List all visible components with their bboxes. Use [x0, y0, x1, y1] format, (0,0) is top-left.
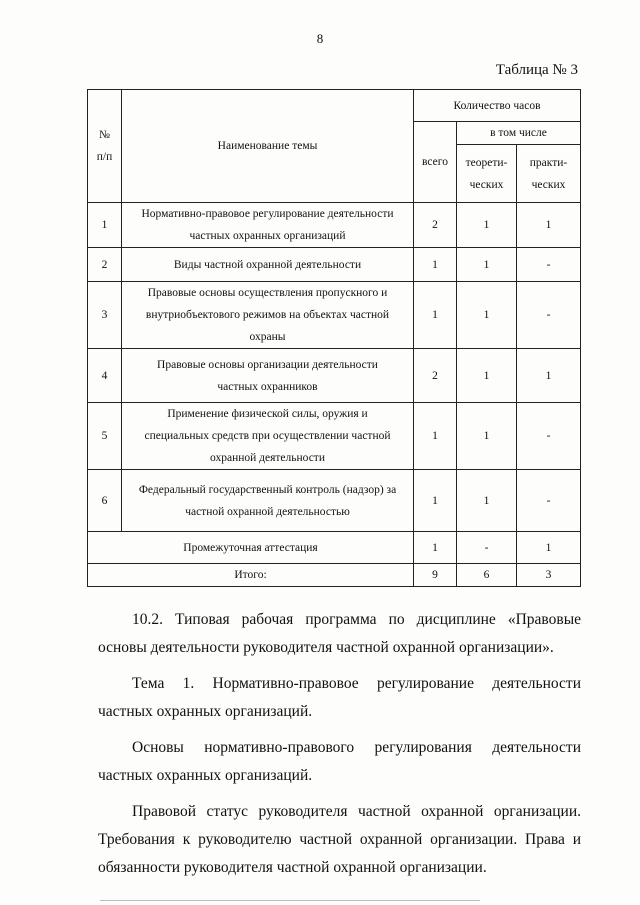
row-practice: -: [517, 282, 581, 349]
intermediate-label: Промежуточная аттестация: [88, 532, 414, 564]
row-topic-line: специальных средств при осуществлении частной: [144, 430, 391, 442]
row-total: 1: [414, 470, 457, 532]
table-caption: Таблица № 3: [495, 62, 578, 78]
row-topic: [122, 203, 414, 248]
paragraph: Тема 1. Нормативно-правовое регулирование деятельности частных охранных организаций.: [98, 675, 581, 720]
row-theory: 1: [457, 349, 517, 403]
row-topic-line: Правовые основы организации деятельности: [157, 358, 378, 371]
row-topic-line: Применение физической силы, оружия и: [167, 408, 368, 420]
table-row: [88, 403, 581, 470]
row-topic-line: частной охранной деятельностью: [185, 505, 350, 518]
row-num: 5: [88, 403, 122, 470]
row-practice: 1: [517, 203, 581, 248]
paragraph: Правовой статус руководителя частной охранной организации. Требования к руководителю частной охранной организации. Права и обязанности руководителя частной охранной организации.: [98, 803, 581, 876]
row-theory: 1: [457, 203, 517, 248]
row-topic-line: Виды частной охранной деятельности: [173, 258, 362, 271]
row-theory: 1: [457, 282, 517, 349]
table-rows: [88, 203, 581, 532]
table-row: [88, 470, 581, 532]
row-topic-line: частных охранников: [217, 380, 318, 393]
row-num: 6: [88, 470, 122, 532]
intermediate-theory: -: [457, 532, 517, 564]
bottom-rule: [100, 900, 480, 901]
header-practice: практи- ческих: [517, 145, 581, 203]
row-topic: [122, 470, 414, 532]
row-topic: [122, 349, 414, 403]
row-topic-line: внутриобъектового режимов на объектах частной: [145, 309, 390, 321]
row-theory: 1: [457, 403, 517, 470]
table-row: [88, 248, 581, 282]
row-total: 2: [414, 349, 457, 403]
row-topic: [122, 403, 414, 470]
row-topic-line: частных охранных организаций: [189, 230, 346, 242]
paragraph: 10.2. Типовая рабочая программа по дисциплине «Правовые основы деятельности руководителя частной охранной организации».: [98, 611, 581, 656]
header-total: всего: [414, 122, 457, 203]
body-text: [98, 606, 581, 882]
row-total: 1: [414, 403, 457, 470]
row-theory: 1: [457, 248, 517, 282]
row-num: 2: [88, 248, 122, 282]
paragraph: Основы нормативно-правового регулирования деятельности частных охранных организаций.: [98, 739, 581, 784]
row-total: 1: [414, 282, 457, 349]
intermediate-practice: 1: [517, 532, 581, 564]
table-row: [88, 203, 581, 248]
row-num: 4: [88, 349, 122, 403]
hours-table: [87, 89, 581, 587]
header-theory: теорети- ческих: [457, 145, 517, 203]
row-practice: -: [517, 248, 581, 282]
grand-practice: 3: [517, 564, 581, 587]
header-num: № п/п: [88, 90, 122, 203]
row-total: 1: [414, 248, 457, 282]
row-topic: [122, 248, 414, 282]
row-num: 3: [88, 282, 122, 349]
total-label: Итого:: [88, 564, 414, 587]
row-topic: [122, 282, 414, 349]
row-practice: -: [517, 470, 581, 532]
row-topic-line: Правовые основы осуществления пропускного и: [147, 287, 388, 299]
row-topic-line: охраны: [249, 331, 286, 343]
intermediate-total: 1: [414, 532, 457, 564]
row-topic-line: Федеральный государственный контроль (надзор) за: [138, 483, 397, 496]
row-practice: -: [517, 403, 581, 470]
grand-theory: 6: [457, 564, 517, 587]
row-num: 1: [88, 203, 122, 248]
row-topic-line: охранной деятельности: [210, 452, 325, 464]
row-theory: 1: [457, 470, 517, 532]
table-row: [88, 282, 581, 349]
row-total: 2: [414, 203, 457, 248]
header-hours: Количество часов: [414, 90, 581, 122]
header-including: в том числе: [457, 122, 581, 145]
table-row-intermediate: [88, 532, 581, 564]
row-topic-line: Нормативно-правовое регулирование деятельности: [141, 208, 394, 220]
header-topic: Наименование темы: [122, 90, 414, 203]
grand-total: 9: [414, 564, 457, 587]
page-number: 8: [316, 31, 324, 46]
table-row: [88, 349, 581, 403]
row-practice: 1: [517, 349, 581, 403]
table-row-total: [88, 564, 581, 587]
